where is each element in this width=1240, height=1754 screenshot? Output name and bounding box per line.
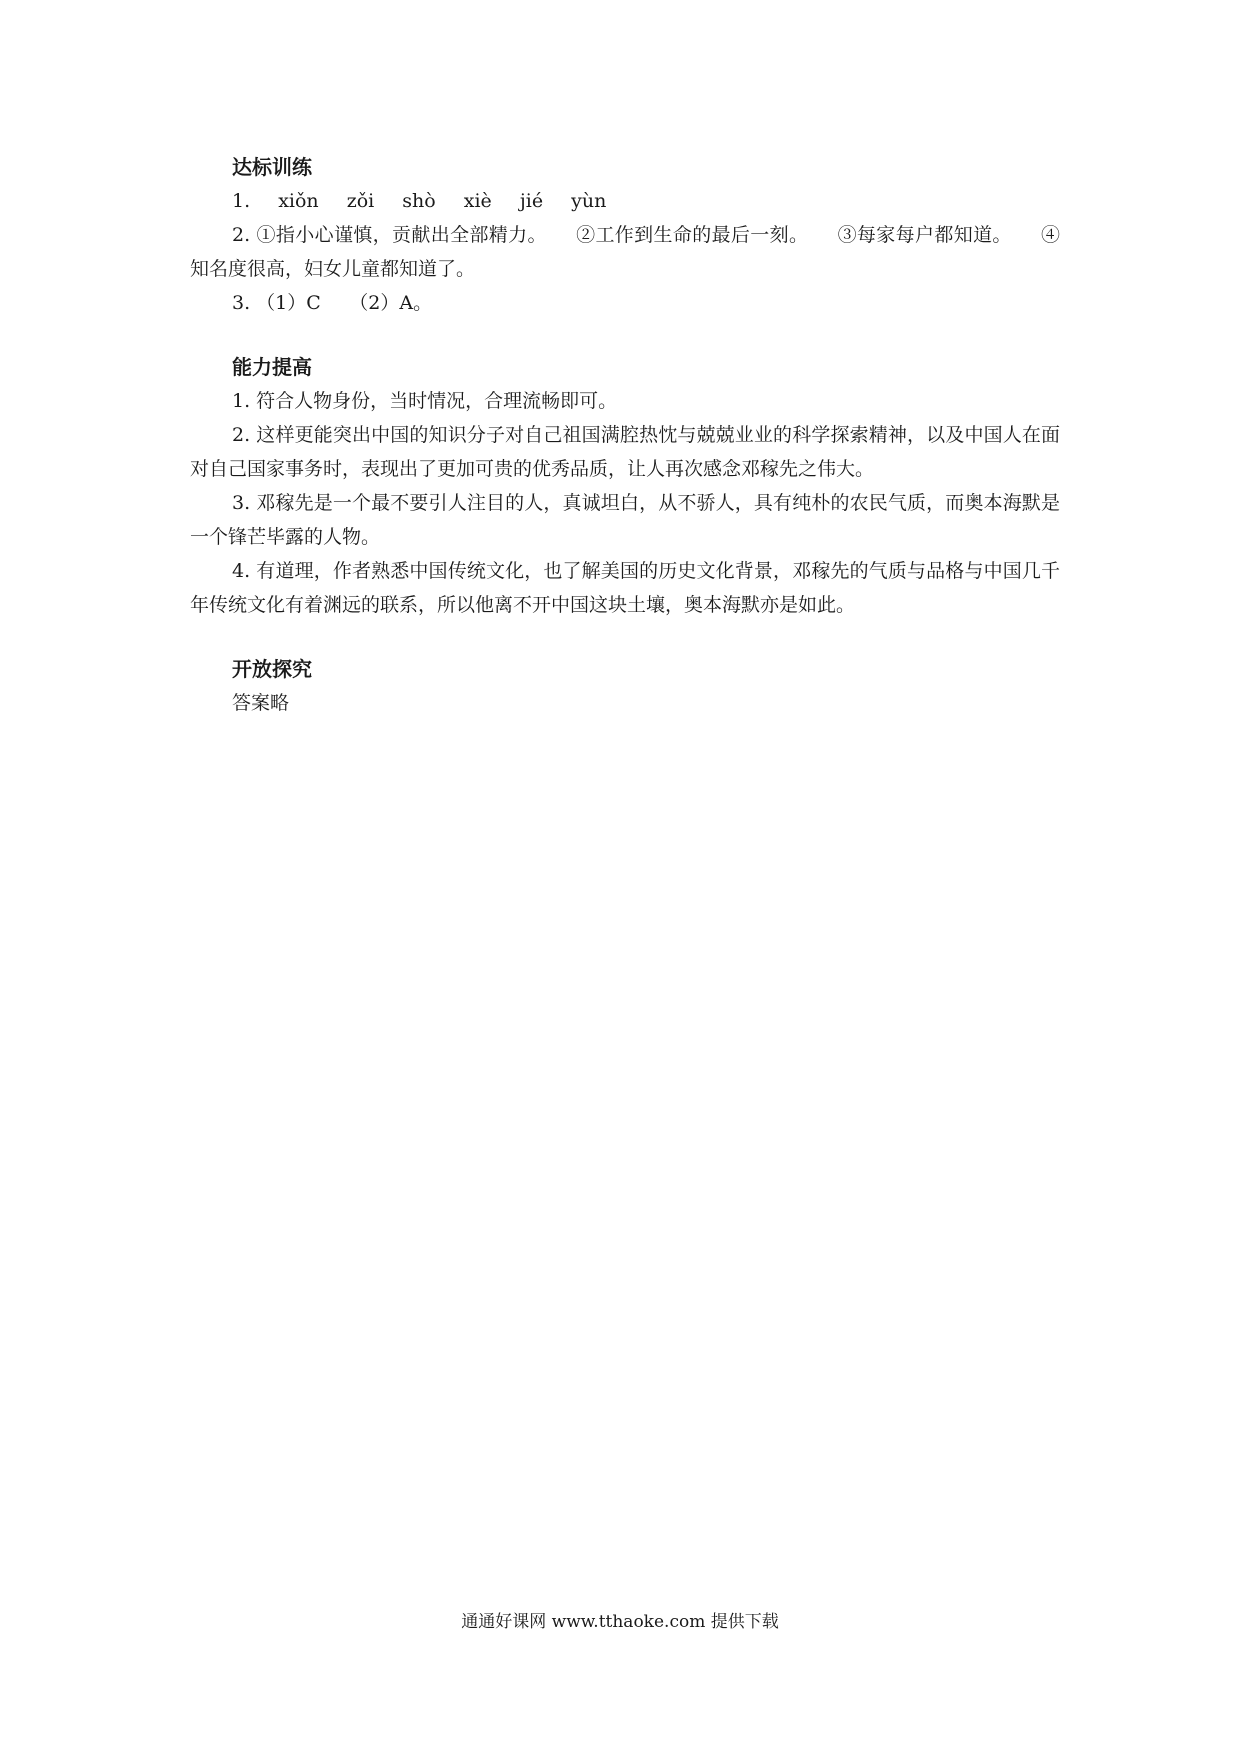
pinyin-1: xiǒn (278, 190, 319, 212)
section-improvement (190, 350, 1060, 622)
pinyin-4: xiè (463, 190, 492, 212)
answer-item: 4. 有道理，作者熟悉中国传统文化，也了解美国的历史文化背景，邓稼先的气质与品格与中国几千年传统文化有着渊远的联系，所以他离不开中国这块土壤，奥本海默亦是如此。 (190, 560, 1060, 616)
section-heading: 开放探究 (232, 657, 312, 681)
pinyin-2: zǒi (346, 190, 375, 212)
page-footer: 通通好课网 www.tthaoke.com 提供下载 (461, 1612, 779, 1632)
answer-item: 2. ①指小心谨慎，贡献出全部精力。 ②工作到生命的最后一刻。 ③每家每户都知道。 ④知名度很高，妇女儿童都知道了。 (190, 224, 1060, 280)
pinyin-3: shò (402, 190, 436, 212)
item-number: 1. (232, 190, 251, 212)
pinyin-6: yùn (571, 190, 607, 212)
document-body (190, 150, 1060, 750)
answer-item: 2. 这样更能突出中国的知识分子对自己祖国满腔热忱与兢兢业业的科学探索精神，以及中国人在面对自己国家事务时，表现出了更加可贵的优秀品质，让人再次感念邓稼先之伟大。 (190, 424, 1060, 480)
answer-item: 3. （1）C （2）A。 (232, 292, 433, 314)
answer-item: 答案略 (232, 692, 290, 714)
section-open-inquiry (190, 652, 1060, 720)
section-heading: 能力提高 (232, 355, 312, 379)
pinyin-answer-line (190, 184, 1060, 218)
pinyin-5: jié (519, 190, 544, 212)
section-practice (190, 150, 1060, 320)
answer-item: 1. 符合人物身份，当时情况，合理流畅即可。 (232, 390, 618, 412)
section-heading: 达标训练 (232, 155, 312, 179)
answer-item: 3. 邓稼先是一个最不要引人注目的人，真诚坦白，从不骄人，具有纯朴的农民气质，而奥本海默是一个锋芒毕露的人物。 (190, 492, 1060, 548)
